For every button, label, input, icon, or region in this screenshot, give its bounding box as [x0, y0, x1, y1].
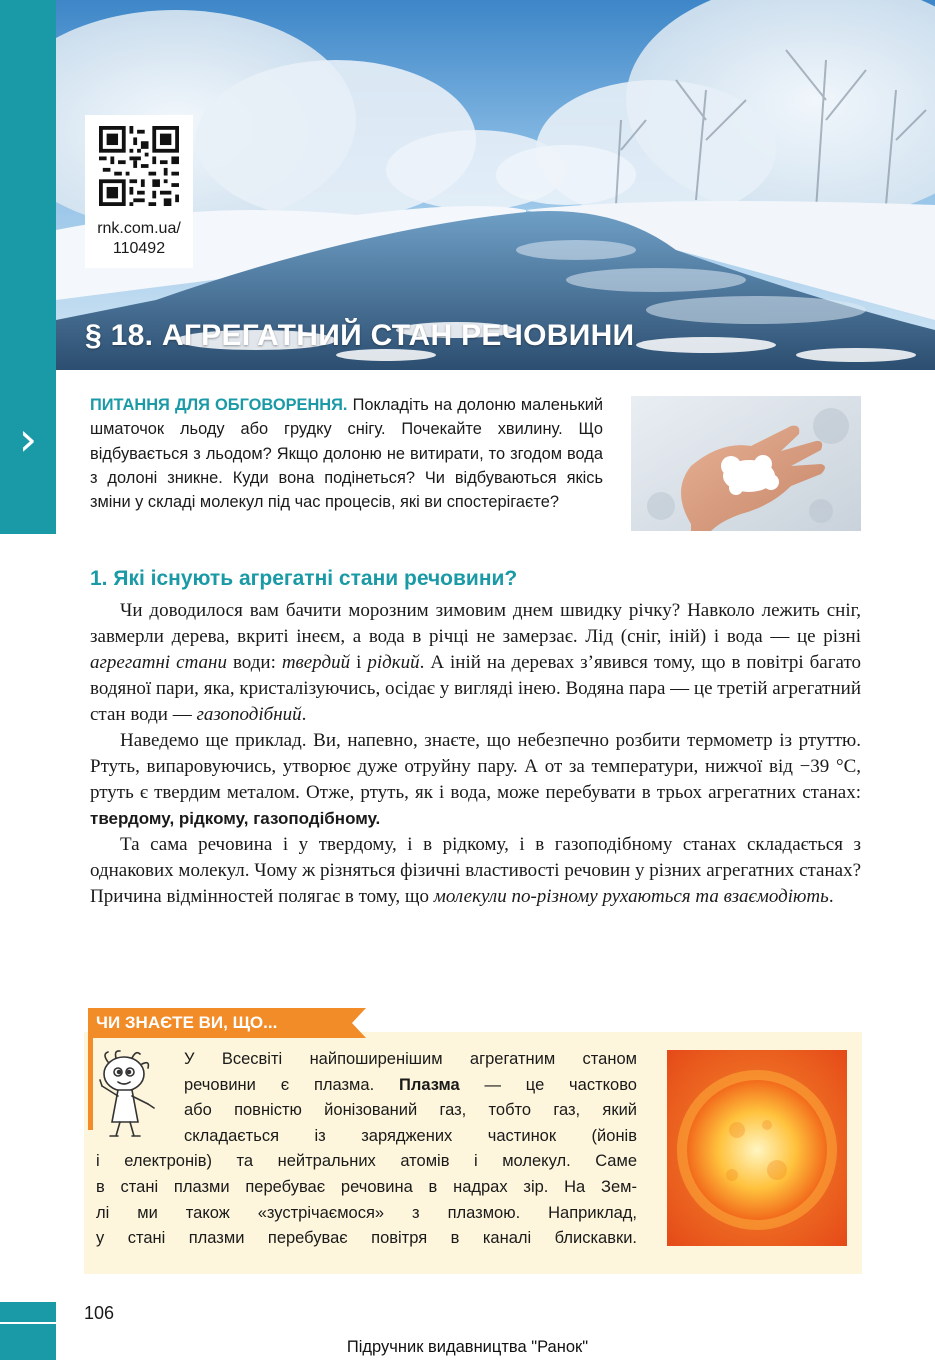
term-gaseous: газоподібний	[196, 704, 302, 725]
discussion-text: Покладіть на долоню маленький шматочок льоду або грудку снігу. Почекайте хвилину. Що відбувається з льодом? Якщо долоню не витирати, то згодом вода з долоні зникне. Куди вона подінеться? Чи відбуваються якісь зміни у складі молекул під час процесів, які ви спостерігаєте?	[90, 396, 604, 512]
did-you-know-title: ЧИ ЗНАЄТЕ ВИ, ЩО...	[96, 1013, 278, 1032]
p3-text-a: Та сама речовина і у твердому, і в рідкому, і в газоподібному станах складається з однакових молекул. Чому ж різняться фізичні властивості речовин у різних агрегатних станах? Причина відмінностей полягає в тому, що	[90, 834, 861, 907]
body-text	[90, 598, 861, 910]
cartoon-character-icon	[88, 1050, 168, 1140]
did-you-know-text	[96, 1047, 637, 1252]
discussion-lead: ПИТАННЯ ДЛЯ ОБГОВОРЕННЯ.	[90, 396, 348, 414]
dyk-line-5: і електронів) та нейтральних атомів і молекул. Саме	[96, 1152, 637, 1171]
qr-code-icon[interactable]	[99, 126, 179, 206]
page-number: 106	[84, 1303, 115, 1323]
hand-with-snow-photo	[631, 396, 861, 531]
term-aggregate-states: агрегатні стани	[90, 652, 227, 673]
subsection-heading: 1. Які існують агрегатні стани речовини?	[90, 567, 518, 590]
chevron-right-icon: ›	[18, 412, 38, 466]
qr-url-line-2: 110492	[112, 240, 166, 257]
section-title: § 18. АГРЕГАТНИЙ СТАН РЕЧОВИНИ	[85, 319, 635, 352]
dyk-line-7: лі ми також «зустрічаємося» з плазмою. Наприклад,	[96, 1203, 637, 1222]
p1-text-e: .	[301, 704, 307, 725]
dyk-line-6: в стані плазми перебуває речовина в надрах зір. На Зем-	[96, 1177, 637, 1196]
p1-text-d: . А іній на деревах з’явився тому, що в повітрі багато водяної пари, яка, кристалізуючись, осідає у вигляді інею. Водяна пара — це третій агрегатний стан води —	[90, 652, 861, 725]
term-molecules-move: молекули по-різному рухаються та взаємодіють	[433, 886, 829, 907]
left-accent-bar	[0, 0, 56, 370]
paragraph-2	[90, 728, 861, 832]
dyk-line-2c: — це частково	[459, 1075, 637, 1094]
p1-text-a: Чи доводилося вам бачити морозним зимовим днем швидку річку? Навколо лежить сніг, завмерли дерева, вкриті інеєм, а вода в річці не замерзає. Лід (сніг, іній) і вода — це різні	[90, 600, 861, 647]
term-plasma: Плазма	[398, 1075, 460, 1094]
dyk-line-1: У Всесвіті найпоширенішим агрегатним станом	[184, 1050, 637, 1068]
qr-code-card[interactable]	[85, 115, 193, 268]
p1-text-c: і	[350, 652, 368, 673]
term-three-states: твердому, рідкому, газоподібному.	[90, 809, 381, 828]
qr-url-line-1: rnk.com.ua/	[97, 220, 181, 237]
term-liquid: рідкий	[367, 652, 420, 673]
paragraph-1	[90, 598, 861, 728]
dyk-line-2a: речовини є плазма.	[184, 1075, 399, 1094]
footer-accent-line	[0, 1322, 56, 1324]
dyk-line-3: або повністю йонізований газ, тобто газ, який	[184, 1101, 637, 1120]
sun-plasma-photo	[667, 1050, 847, 1246]
publisher-credit: Підручник видавництва "Ранок"	[346, 1338, 589, 1356]
section-marker-tab	[0, 370, 56, 534]
dyk-line-8: у стані плазми перебуває повітря в каналі блискавки.	[96, 1229, 637, 1248]
p2-text-a: Наведемо ще приклад. Ви, напевно, знаєте, що небезпечно розбити термометр із ртуттю. Ртуть, випаровуючись, утворює дуже отруйну пару. А от за температури, нижчої від −39 °С, ртуть є твердим металом. Отже, ртуть, як і вода, може перебувати в трьох агрегатних станах:	[90, 730, 861, 803]
discussion-question	[90, 393, 603, 514]
p3-text-b: .	[828, 886, 834, 907]
term-solid: твердий	[281, 652, 351, 673]
p1-text-b: води:	[226, 652, 282, 673]
dyk-line-4: складається із заряджених частинок (йонів	[184, 1126, 637, 1145]
qr-url-label[interactable]	[85, 219, 193, 259]
paragraph-3	[90, 832, 861, 910]
dyk-line-2	[184, 1073, 637, 1099]
